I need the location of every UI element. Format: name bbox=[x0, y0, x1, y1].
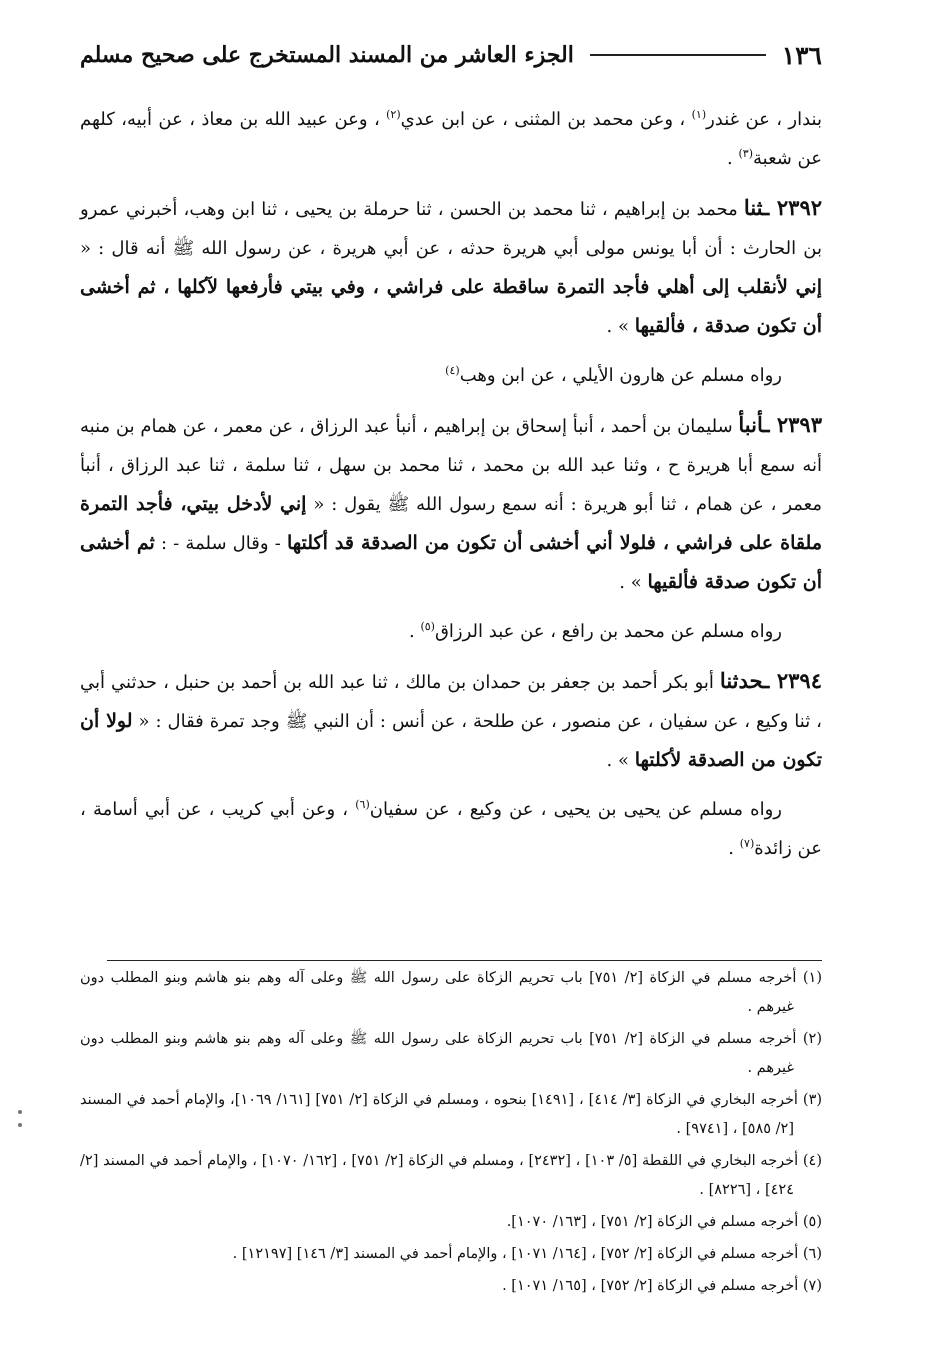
paragraph-continuation bbox=[80, 100, 822, 178]
text: . bbox=[727, 148, 739, 169]
footnote-ref: (٣) bbox=[738, 147, 753, 160]
book-title: الجزء العاشر من المسند المستخرج على صحيح مسلم bbox=[80, 42, 574, 68]
hadith-number: ٢٣٩٣ ـ bbox=[763, 412, 822, 437]
hadith-2394 bbox=[80, 661, 822, 780]
footnote-4: (٤) أخرجه البخاري في اللقطة [٥/ ١٠٣] ، [٢٤٣٢] ، ومسلم في الزكاة [٢/ ٧٥١] ، [١٦٢/ ١٠٧٠] ، والإمام أحمد في المسند [٢/ ٤٢٤] ، [٨٢٢٦] . bbox=[80, 1153, 823, 1198]
text: » . bbox=[606, 316, 635, 337]
text: - وقال سلمة - : bbox=[154, 533, 287, 554]
running-header bbox=[80, 34, 822, 76]
footnote-1: (١) أخرجه مسلم في الزكاة [٢/ ٧٥١] باب تحريم الزكاة على رسول الله ﷺ وعلى آله وهم بنو هاشم وبنو المطلب دون غيرهم . bbox=[80, 970, 822, 1015]
hadith-number: ٢٣٩٢ ـ bbox=[763, 195, 823, 220]
footnote-separator bbox=[107, 960, 822, 961]
text: رواه مسلم عن هارون الأيلي ، عن ابن وهب bbox=[459, 365, 782, 386]
footnote-ref: (٥) bbox=[420, 620, 435, 633]
page-number: ١٣٦ bbox=[781, 40, 822, 70]
hadith-number: ٢٣٩٤ ـ bbox=[763, 668, 822, 693]
footnote-ref: (٧) bbox=[739, 837, 755, 850]
matn-text: إني لأنقلب إلى أهلي فأجد التمرة ساقطة على فراشي ، وفي بيتي فأرفعها لآكلها ، ثم أخشى أن تكون صدقة ، فألقيها bbox=[80, 276, 822, 337]
isnad-text: محمد بن إبراهيم ، ثنا محمد بن الحسن ، ثنا حرملة بن يحيى ، ثنا ابن وهب، أخبرني عمرو بن الحارث : أن أبا يونس مولى أبي هريرة حدثه ، عن أبي هريرة ، عن رسول الله ﷺ أنه قال : « bbox=[80, 199, 822, 259]
footnote-6: (٦) أخرجه مسلم في الزكاة [٢/ ٧٥٢] ، [١٦٤/ ١٠٧١] ، والإمام أحمد في المسند [٣/ ١٤٦] [١٢١٩٧] . bbox=[232, 1246, 822, 1262]
footnote-ref: (١) bbox=[691, 108, 707, 121]
header-rule bbox=[590, 54, 766, 56]
text: ، وعن محمد بن المثنى ، عن ابن عدي bbox=[400, 109, 692, 130]
text: رواه مسلم عن محمد بن رافع ، عن عبد الرزاق bbox=[434, 621, 782, 642]
transmission-keyword: أنبأ bbox=[738, 412, 764, 437]
hadith-2392 bbox=[80, 188, 822, 346]
matn-text: لولا أن تكون من الصدقة لأكلتها bbox=[80, 710, 822, 771]
text: ، وعن عبيد الله بن معاذ ، عن أبيه، كلهم عن شعبة bbox=[80, 109, 822, 169]
transmission-keyword: ثنا bbox=[743, 195, 763, 220]
text: » . bbox=[606, 750, 635, 771]
isnad-text: أبو بكر أحمد بن جعفر بن حمدان بن مالك ، ثنا عبد الله بن أحمد بن حنبل ، حدثني أبي ، ثنا وكيع ، عن سفيان ، عن منصور ، عن طلحة ، عن أنس : أن النبي ﷺ وجد تمرة فقال : « bbox=[80, 672, 822, 732]
footnote-ref: (٤) bbox=[445, 364, 460, 377]
riwaya-2392 bbox=[80, 356, 822, 395]
riwaya-2394 bbox=[80, 790, 822, 868]
matn-text: إني لأدخل بيتي، فأجد التمرة ملقاة على فراشي ، فلولا أني أخشى أن تكون من الصدقة قد أكلتها bbox=[80, 493, 823, 554]
hadith-2393 bbox=[80, 405, 822, 602]
text: رواه مسلم عن يحيى بن يحيى ، عن وكيع ، عن سفيان bbox=[369, 799, 782, 820]
text: ، وعن أبي كريب ، عن أبي أسامة ، عن زائدة bbox=[80, 799, 822, 859]
isnad-text: سليمان بن أحمد ، أنبأ إسحاق بن إبراهيم ، أنبأ عبد الرزاق ، عن معمر ، عن همام بن منبه أنه سمع أبا هريرة ح ، وثنا عبد الله بن محمد ، ثنا محمد بن سهل ، ثنا سلمة ، ثنا عبد الرزاق ، أنبأ معمر ، عن همام ، ثنا أبو هريرة : أنه سمع رسول الله ﷺ يقول : « bbox=[80, 416, 822, 515]
riwaya-2393 bbox=[80, 612, 822, 651]
footnote-5: (٥) أخرجه مسلم في الزكاة [٢/ ٧٥١] ، [١٦٣/ ١٠٧٠]. bbox=[506, 1214, 822, 1230]
footnote-3: (٣) أخرجه البخاري في الزكاة [٣/ ٤١٤] ، [١٤٩١] بنحوه ، ومسلم في الزكاة [٢/ ٧٥١] [١٦١/ ١٠٦٩]، والإمام أحمد في المسند [٢/ ٥٨٥] ، [٩٧٤١] . bbox=[80, 1092, 823, 1137]
scan-speck bbox=[18, 1110, 22, 1114]
footnotes bbox=[80, 964, 822, 1304]
footnote-ref: (٦) bbox=[355, 798, 370, 811]
transmission-keyword: حدثنا bbox=[719, 668, 764, 693]
footnote-2: (٢) أخرجه مسلم في الزكاة [٢/ ٧٥١] باب تحريم الزكاة على رسول الله ﷺ وعلى آله وهم بنو هاشم وبنو المطلب دون غيرهم . bbox=[80, 1031, 822, 1076]
text: بندار ، عن غندر bbox=[706, 109, 822, 130]
text: » . bbox=[619, 572, 648, 593]
main-text bbox=[80, 100, 822, 878]
text: . bbox=[728, 838, 740, 859]
scan-speck bbox=[18, 1123, 22, 1127]
footnote-7: (٧) أخرجه مسلم في الزكاة [٢/ ٧٥٢] ، [١٦٥/ ١٠٧١] . bbox=[502, 1278, 822, 1294]
matn-text: ثم أخشى أن تكون صدقة فألقيها bbox=[80, 532, 822, 593]
text: . bbox=[408, 621, 421, 642]
footnote-ref: (٢) bbox=[386, 108, 401, 121]
